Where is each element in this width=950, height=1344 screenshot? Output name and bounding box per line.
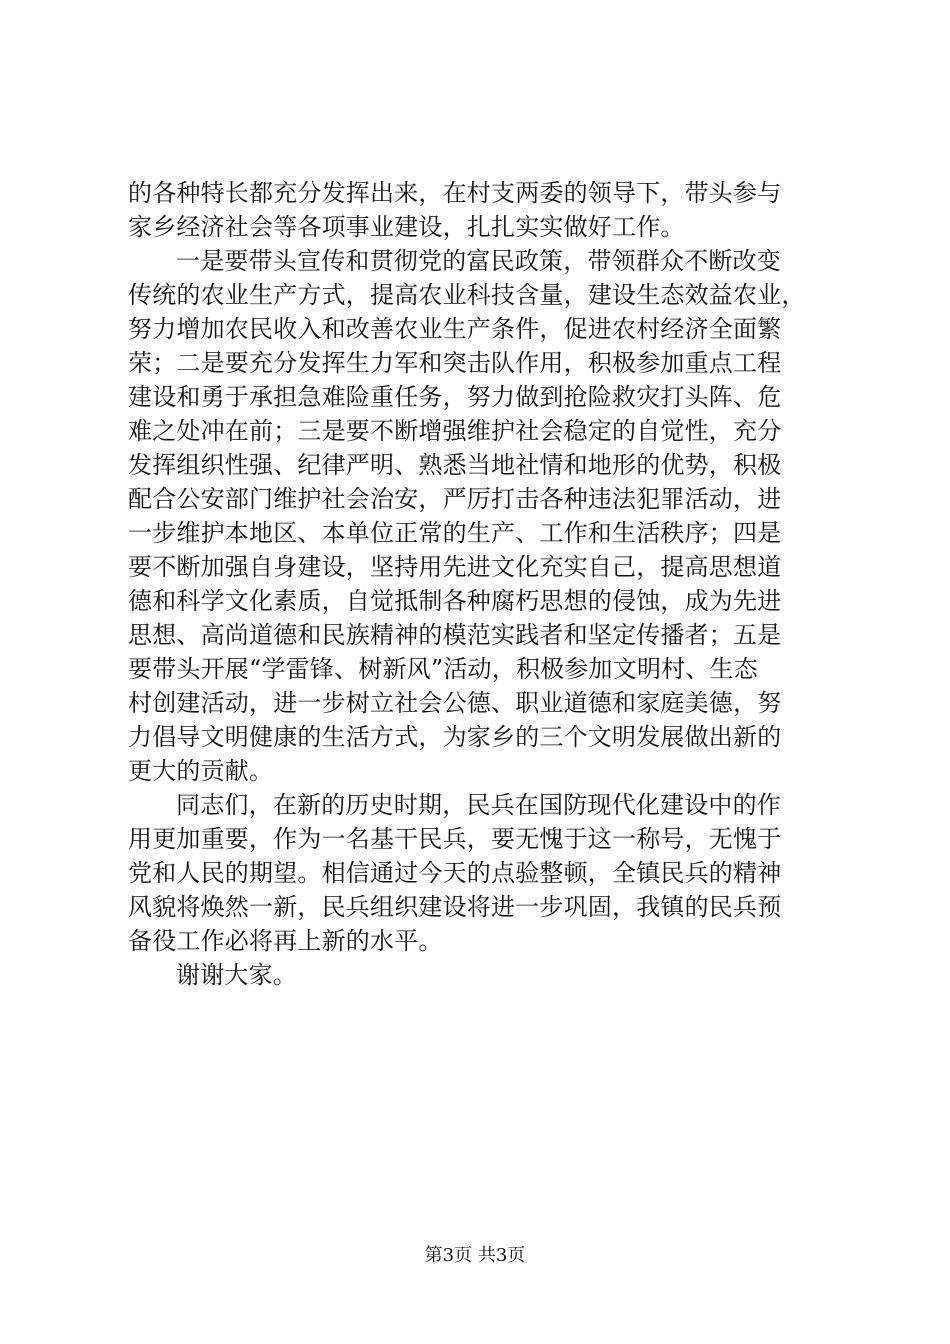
text-line: 要不断加强自身建设，坚持用先进文化充实自己，提高思想道 bbox=[128, 553, 782, 581]
text-line: 风貌将焕然一新，民兵组织建设将进一步巩固，我镇的民兵预 bbox=[128, 893, 782, 921]
text-line: 备役工作必将再上新的水平。 bbox=[128, 927, 443, 955]
text-line: 一步维护本地区、本单位正常的生产、工作和生活秩序；四是 bbox=[128, 519, 782, 547]
text-line: 建设和勇于承担急难险重任务，努力做到抢险救灾打头阵、危 bbox=[128, 383, 782, 411]
text-line: 思想、高尚道德和民族精神的模范实践者和坚定传播者；五是 bbox=[128, 621, 782, 649]
text-line: 发挥组织性强、纪律严明、熟悉当地社情和地形的优势，积极 bbox=[128, 451, 782, 479]
text-line: 家乡经济社会等各项事业建设，扎扎实实做好工作。 bbox=[128, 213, 685, 241]
text-line: 要带头开展“学雷锋、树新风”活动，积极参加文明村、生态 bbox=[128, 655, 758, 683]
text-line: 荣；二是要充分发挥生力军和突击队作用，积极参加重点工程 bbox=[128, 349, 782, 377]
text-line: 传统的农业生产方式，提高农业科技含量，建设生态效益农业， bbox=[128, 281, 806, 309]
text-line: 更大的贡献。 bbox=[128, 757, 274, 785]
text-line: 难之处冲在前；三是要不断增强维护社会稳定的自觉性，充分 bbox=[128, 417, 782, 445]
document-body bbox=[128, 176, 838, 992]
text-line: 配合公安部门维护社会治安，严厉打击各种违法犯罪活动，进 bbox=[128, 485, 782, 513]
text-line: 一是要带头宣传和贯彻党的富民政策，带领群众不断改变 bbox=[176, 247, 781, 275]
text-line: 党和人民的期望。相信通过今天的点验整顿，全镇民兵的精神 bbox=[128, 859, 782, 887]
text-line: 的各种特长都充分发挥出来，在村支两委的领导下，带头参与 bbox=[128, 179, 782, 207]
text-line: 同志们，在新的历史时期，民兵在国防现代化建设中的作 bbox=[176, 791, 781, 819]
page-footer: 第3页 共3页 bbox=[424, 1245, 526, 1266]
text-line: 德和科学文化素质，自觉抵制各种腐朽思想的侵蚀，成为先进 bbox=[128, 587, 782, 615]
text-line: 用更加重要，作为一名基干民兵，要无愧于这一称号，无愧于 bbox=[128, 825, 782, 853]
text-line: 村创建活动，进一步树立社会公德、职业道德和家庭美德，努 bbox=[128, 689, 782, 717]
text-line: 努力增加农民收入和改善农业生产条件，促进农村经济全面繁 bbox=[128, 315, 782, 343]
text-line: 谢谢大家。 bbox=[176, 961, 297, 989]
text-line: 力倡导文明健康的生活方式，为家乡的三个文明发展做出新的 bbox=[128, 723, 782, 751]
